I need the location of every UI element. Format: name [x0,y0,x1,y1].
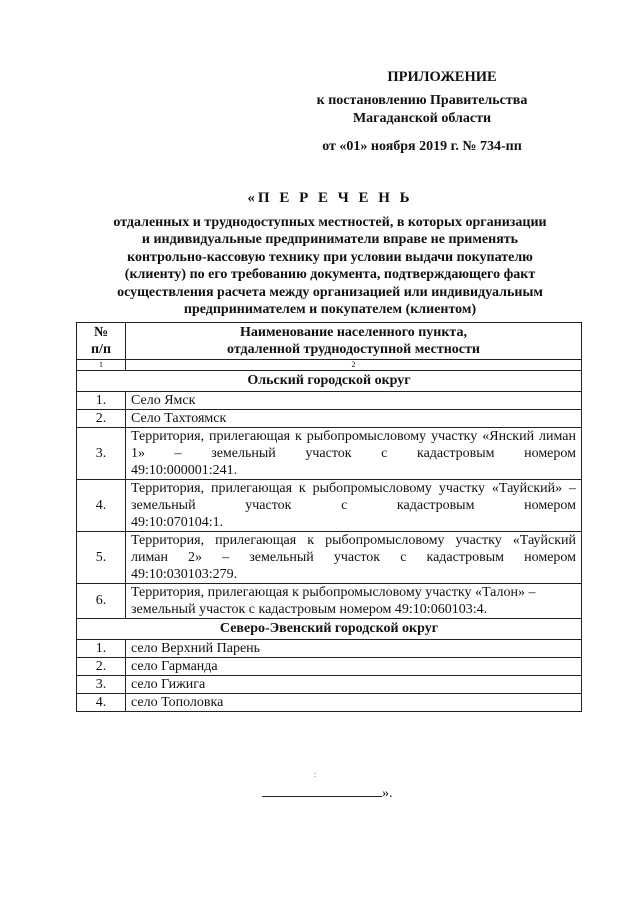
header-number-symbol: № [93,325,109,340]
closing-line [262,784,393,802]
row-name: село Гижига [126,676,582,694]
title-line: контрольно-кассовую технику при условии выдачи покупателю [127,249,533,265]
appendix-resolution: к постановлению Правительства [316,93,528,108]
row-number: 4. [77,480,126,532]
row-name [126,428,582,480]
header-name [126,323,582,360]
table-row [77,410,582,428]
column-index-row [77,360,582,371]
margin-mark: : [314,770,317,779]
row-line: 49:10:070104:1. [131,515,224,530]
row-number: 5. [77,532,126,584]
row-line: Территория, прилегающая к рыбопромысловому участку «Янский [131,429,535,444]
row-name: Село Тахтоямск [126,410,582,428]
row-name: село Гарманда [126,658,582,676]
header-number-abbr: п/п [90,342,112,357]
localities-table [76,322,582,712]
table-row [77,584,582,619]
column-index-1: 1 [77,360,126,371]
closing-quote: ». [382,786,393,801]
row-number: 1. [77,392,126,410]
row-number: 6. [77,584,126,619]
table-row [77,532,582,584]
row-name: село Тополовка [126,694,582,712]
header-number [77,323,126,360]
row-number: 1. [77,640,126,658]
row-number: 3. [77,428,126,480]
table-header-row [77,323,582,360]
district-row [77,619,582,640]
row-line: Территория, прилегающая к рыбопромысловому участку [131,533,502,548]
table-row [77,480,582,532]
row-name [126,532,582,584]
header-name-line1: Наименование населенного пункта, [240,325,467,340]
row-number: 2. [77,658,126,676]
row-line: 49:10:030103:279. [131,567,238,582]
district-name: Северо-Эвенский городской округ [77,619,582,640]
appendix-region: Магаданской области [352,111,492,126]
row-name [126,480,582,532]
signature-underline [262,784,382,797]
row-line: Территория, прилегающая к рыбопромысловому участку [131,481,486,496]
table-row [77,392,582,410]
district-row [77,371,582,392]
title-line: отдаленных и труднодоступных местностей, в которых организации [113,214,547,230]
row-name: Село Ямск [126,392,582,410]
appendix-heading: ПРИЛОЖЕНИЕ [387,69,497,85]
row-number: 3. [77,676,126,694]
row-number: 4. [77,694,126,712]
title-line: (клиенту) по его требованию документа, подтверждающего факт [124,267,536,282]
document-title [60,190,600,319]
appendix-block [272,68,572,156]
title-main: «П Е Р Е Ч Е Н Ь [247,190,413,206]
table-row [77,694,582,712]
row-name: село Верхний Парень [126,640,582,658]
table-row [77,428,582,480]
table-row [77,640,582,658]
title-line: и индивидуальные предприниматели вправе не применять [141,232,519,247]
row-line: «Тауйский» – земельный участок с кадастровым номером [131,481,576,513]
title-line: осуществления расчета между организацией или индивидуальным [117,284,543,300]
row-line: «Тауйский лиман 2» – земельный участок с кадастровым номером [131,533,576,565]
title-line: предпринимателем и покупателем (клиентом) [183,302,477,317]
table-row [77,676,582,694]
header-name-line2: отдаленной труднодоступной местности [227,342,480,357]
row-line: лиман 1» – земельный участок с кадастровым номером [131,429,576,461]
row-line: 49:10:000001:241. [131,463,238,478]
column-index-2: 2 [126,360,582,371]
table-row [77,658,582,676]
row-line: Территория, прилегающая к рыбопромысловому участку «Талон» – [131,585,536,600]
row-line: земельный участок с кадастровым номером 49:10:060103:4. [131,602,488,617]
district-name: Ольский городской округ [77,371,582,392]
appendix-date: от «01» ноября 2019 г. № 734-пп [322,139,522,154]
row-number: 2. [77,410,126,428]
row-name [126,584,582,619]
